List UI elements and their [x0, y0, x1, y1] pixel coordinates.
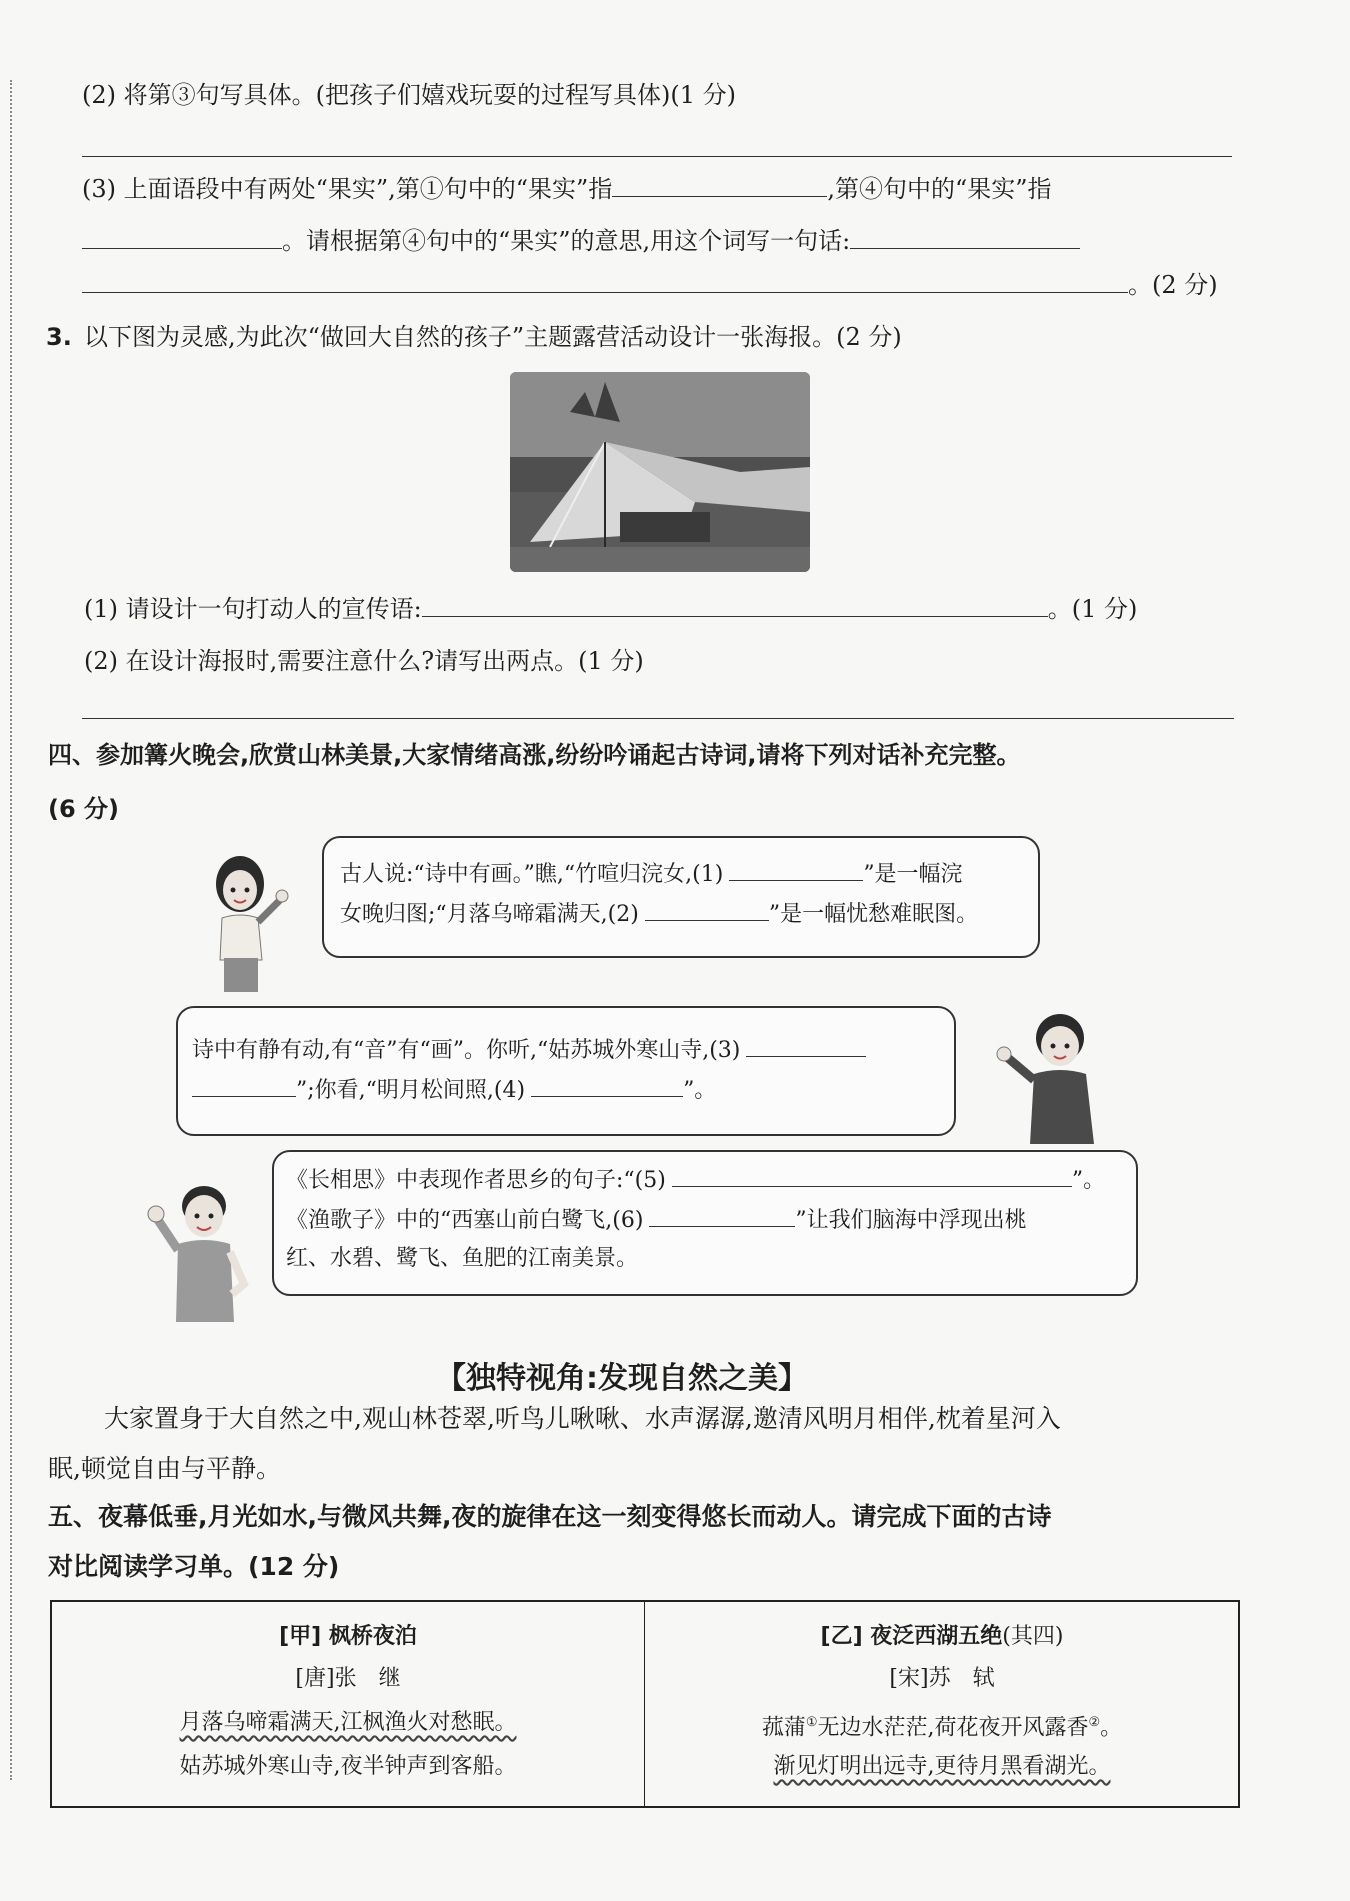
binding-margin-dotted-line — [10, 80, 12, 1780]
poem-right-line1 — [646, 1708, 1238, 1743]
blank-3b[interactable] — [192, 1074, 296, 1097]
bubble2-line2 — [192, 1074, 716, 1106]
q2-blank-sentence-a[interactable] — [850, 226, 1080, 249]
q3-sub2-answer-line[interactable] — [82, 718, 1234, 719]
blank-5[interactable] — [672, 1164, 1072, 1187]
bubble1-text-b: ”是一幅浣 — [863, 862, 963, 887]
poem-right-author: [宋]苏 轼 — [889, 1666, 995, 1691]
bubble3-line2 — [286, 1204, 1027, 1236]
bubble2-line1 — [192, 1034, 866, 1066]
q3-number: 3. — [46, 323, 72, 351]
feature-para-line1: 大家置身于大自然之中,观山林苍翠,听鸟儿啾啾、水声潺潺,邀清风明月相伴,枕着星河入 — [104, 1404, 1061, 1433]
bubble3-line1 — [286, 1164, 1105, 1196]
speech-bubble-boy1 — [176, 1006, 956, 1136]
q2-sub3-line2 — [82, 226, 1080, 256]
q2-blank-fruit1[interactable] — [612, 174, 827, 197]
blank-1[interactable] — [729, 858, 863, 881]
q2-blank-sentence-b[interactable] — [82, 270, 1128, 293]
bubble1-text-c: 女晚归图;“月落乌啼霜满天,(2) — [340, 902, 639, 927]
blank-2[interactable] — [645, 898, 769, 921]
footnote-marker-2: ② — [1088, 1715, 1101, 1730]
bubble2-text-b: ”;你看,“明月松间照,(4) — [296, 1078, 526, 1103]
camp-tent-photo — [510, 372, 810, 572]
poem-right-line1-b: 无边水茫茫,荷花夜开风露香 — [817, 1715, 1089, 1741]
poem-right-line1-c: 。 — [1100, 1715, 1123, 1741]
bubble1-text-d: ”是一幅忧愁难眠图。 — [768, 902, 979, 927]
sec5-title-line1: 五、夜幕低垂,月光如水,与微风共舞,夜的旋律在这一刻变得悠长而动人。请完成下面的古诗 — [48, 1502, 1052, 1531]
q3-sub1-score: 。(1 分) — [1047, 595, 1138, 623]
speech-bubble-girl — [322, 836, 1040, 958]
feature-para-line2: 眠,顿觉自由与平静。 — [48, 1454, 281, 1483]
sec4-title-line1: 四、参加篝火晚会,欣赏山林美景,大家情绪高涨,纷纷吟诵起古诗词,请将下列对话补充完整。 — [48, 741, 1021, 769]
q2-blank-fruit2[interactable] — [82, 226, 282, 249]
q2-sub3-line3 — [82, 270, 1218, 300]
bubble3-text-c: 《渔歌子》中的“西塞山前白鹭飞,(6) — [286, 1208, 644, 1233]
speech-bubble-boy2 — [272, 1150, 1138, 1296]
poem-right-title-note: (其四) — [1002, 1624, 1064, 1649]
q3-sub1-line — [84, 594, 1137, 624]
q3-slogan-blank[interactable] — [422, 594, 1048, 617]
poem-left-line2: 姑苏城外寒山寺,夜半钟声到客船。 — [179, 1754, 517, 1779]
tent-photo-illustration — [510, 372, 810, 572]
poem-right-line2: 渐见灯明出远寺,更待月黑看湖光。 — [773, 1754, 1111, 1779]
q2-sub3-text-c: 。请根据第④句中的“果实”的意思,用这个词写一句话: — [282, 227, 851, 255]
boy-backpack-illustration — [990, 1006, 1110, 1150]
blank-3a[interactable] — [746, 1034, 866, 1057]
q3-sub2-text: (2) 在设计海报时,需要注意什么?请写出两点。(1 分) — [84, 647, 644, 675]
q2-sub3-line — [82, 174, 1052, 204]
q2-sub3-score: 。(2 分) — [1128, 271, 1218, 299]
bubble1-line2 — [340, 898, 978, 930]
poem-right-line1-a: 菰蒲 — [761, 1715, 806, 1741]
sec5-title-line2: 对比阅读学习单。(12 分) — [48, 1552, 340, 1581]
poem-left-author: [唐]张 继 — [295, 1666, 401, 1691]
bubble1-line1 — [340, 858, 963, 890]
bubble2-text-c: ”。 — [683, 1078, 717, 1103]
poem-right-title: [乙] 夜泛西湖五绝 — [820, 1624, 1003, 1649]
q2-sub2-answer-line[interactable] — [82, 156, 1232, 157]
boy-waving-illustration — [140, 1176, 270, 1330]
blank-6[interactable] — [649, 1204, 795, 1227]
poem-right-title-line — [646, 1622, 1238, 1652]
bubble3-text-b: ”。 — [1071, 1168, 1106, 1193]
blank-4[interactable] — [531, 1074, 683, 1097]
q2-sub3-text-a: (3) 上面语段中有两处“果实”,第①句中的“果实”指 — [82, 175, 613, 203]
footnote-marker-1: ① — [805, 1715, 818, 1730]
poem-left-title: [甲] 枫桥夜泊 — [279, 1624, 417, 1649]
q3-title: 以下图为灵感,为此次“做回大自然的孩子”主题露营活动设计一张海报。(2 分) — [84, 323, 902, 351]
girl-character-illustration — [200, 850, 300, 1004]
bubble3-text-a: 《长相思》中表现作者思乡的句子:“(5) — [286, 1168, 666, 1193]
bubble3-text-d: ”让我们脑海中浮现出桃 — [795, 1208, 1027, 1233]
poem-table-divider — [644, 1602, 645, 1806]
poem-left-line1: 月落乌啼霜满天,江枫渔火对愁眠。 — [179, 1710, 517, 1735]
q2-sub3-text-b: ,第④句中的“果实”指 — [827, 175, 1052, 203]
sec4-title-line2: (6 分) — [48, 795, 119, 823]
bubble1-text-a: 古人说:“诗中有画。”瞧,“竹喧归浣女,(1) — [340, 862, 724, 887]
q2-sub2-text: (2) 将第③句写具体。(把孩子们嬉戏玩耍的过程写具体)(1 分) — [82, 81, 736, 109]
feature-section-title: 【独特视角:发现自然之美】 — [436, 1361, 808, 1396]
q3-sub1-text: (1) 请设计一句打动人的宣传语: — [84, 595, 422, 623]
poem-comparison-table — [50, 1600, 1240, 1808]
bubble2-text-a: 诗中有静有动,有“音”有“画”。你听,“姑苏城外寒山寺,(3) — [192, 1038, 741, 1063]
bubble3-line3: 红、水碧、鹭飞、鱼肥的江南美景。 — [286, 1246, 639, 1271]
